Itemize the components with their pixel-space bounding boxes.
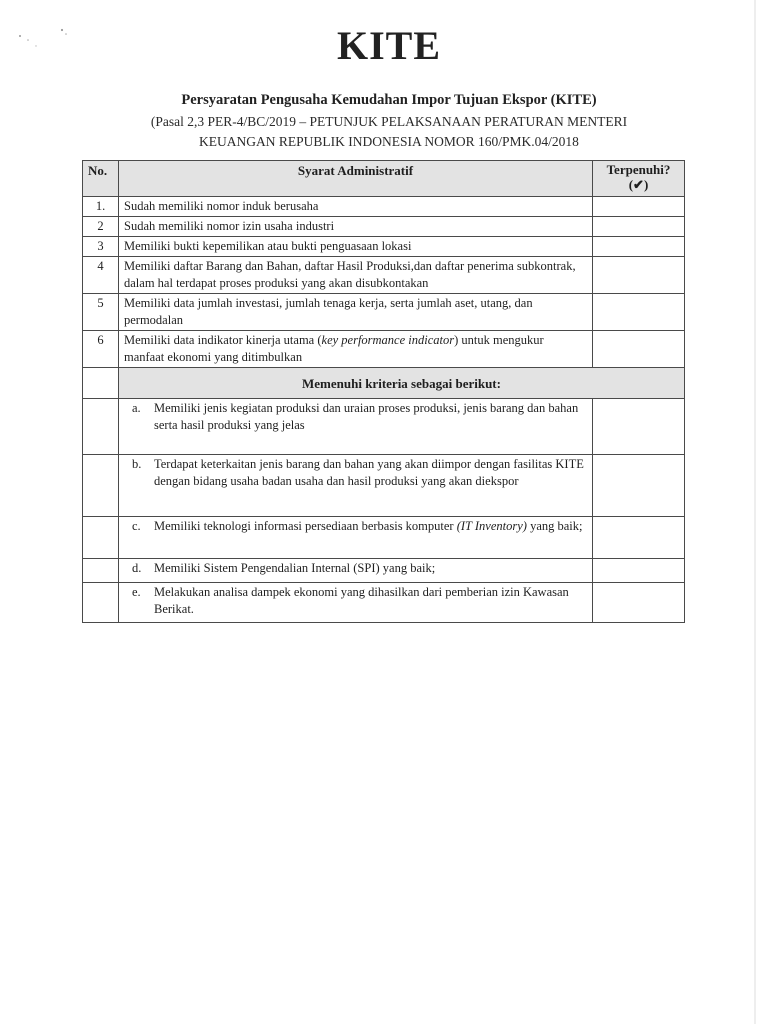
- criteria-text-cell: [119, 399, 593, 455]
- subheading-line: (Pasal 2,3 PER-4/BC/2019 – PETUNJUK PELAKSANAAN PERATURAN MENTERI: [150, 114, 628, 129]
- criteria-text-cell: [119, 455, 593, 517]
- criteria-text-italic: (IT Inventory): [456, 519, 527, 533]
- criteria-fulfilled-cell[interactable]: [593, 455, 685, 517]
- table-row: [83, 331, 685, 368]
- row-number: 4: [83, 257, 119, 294]
- requirements-table: [82, 160, 685, 623]
- table-row: [83, 294, 685, 331]
- criteria-spacer: [83, 399, 119, 455]
- row-number: 3: [83, 237, 119, 257]
- criteria-fulfilled-cell[interactable]: [593, 583, 685, 623]
- criteria-letter: c.: [132, 519, 141, 533]
- row-requirement: [119, 331, 593, 368]
- criteria-text-part: yang baik;: [526, 519, 583, 533]
- row-text-italic: key performance indicator: [321, 333, 455, 347]
- criteria-text-cell: [119, 517, 593, 559]
- row-fulfilled-cell[interactable]: [593, 294, 685, 331]
- criteria-row: [83, 455, 685, 517]
- header-no: No.: [83, 161, 119, 197]
- criteria-row: [83, 583, 685, 623]
- scan-page-edge: [754, 0, 756, 1024]
- row-number: 2: [83, 217, 119, 237]
- criteria-letter: d.: [132, 561, 142, 575]
- document-subheading: [0, 112, 768, 152]
- header-fulfilled: [593, 161, 685, 197]
- document-heading: Persyaratan Pengusaha Kemudahan Impor Tujuan Ekspor (KITE): [181, 92, 597, 108]
- table-row: [83, 217, 685, 237]
- criteria-heading: Memenuhi kriteria sebagai berikut:: [119, 368, 685, 399]
- table-row: [83, 257, 685, 294]
- row-number: 6: [83, 331, 119, 368]
- criteria-heading-blank: [83, 368, 119, 399]
- header-requirement: Syarat Administratif: [119, 161, 593, 197]
- row-fulfilled-cell[interactable]: [593, 197, 685, 217]
- row-requirement: Memiliki bukti kepemilikan atau bukti penguasaan lokasi: [119, 237, 593, 257]
- criteria-text: Terdapat keterkaitan jenis barang dan bahan yang akan diimpor dengan fasilitas KITE dengan bidang usaha badan usaha dan hasil produksi yang akan diekspor: [154, 457, 584, 488]
- criteria-text-part: Memiliki teknologi informasi persediaan berbasis komputer: [154, 519, 457, 533]
- criteria-text-cell: [119, 583, 593, 623]
- document-title: KITE: [336, 23, 442, 68]
- subheading-line: KEUANGAN REPUBLIK INDONESIA NOMOR 160/PMK.04/2018: [199, 134, 579, 149]
- row-text: ) untuk mengukur manfaat ekonomi yang ditimbulkan: [124, 333, 544, 364]
- row-number: 5: [83, 294, 119, 331]
- table-header-row: [83, 161, 685, 197]
- criteria-spacer: [83, 559, 119, 583]
- criteria-letter: b.: [132, 457, 142, 471]
- criteria-text: Melakukan analisa dampek ekonomi yang dihasilkan dari pemberian izin Kawasan Berikat.: [154, 585, 569, 616]
- table-row: [83, 237, 685, 257]
- criteria-letter: a.: [132, 401, 141, 415]
- criteria-letter: e.: [132, 585, 141, 599]
- criteria-spacer: [83, 583, 119, 623]
- header-checkmark-icon: (✔): [628, 177, 649, 192]
- row-fulfilled-cell[interactable]: [593, 331, 685, 368]
- criteria-row: [83, 517, 685, 559]
- row-fulfilled-cell[interactable]: [593, 257, 685, 294]
- criteria-text: Memiliki jenis kegiatan produksi dan uraian proses produksi, jenis barang dan bahan serta hasil produksi yang jelas: [154, 401, 579, 432]
- row-requirement: Memiliki data jumlah investasi, jumlah tenaga kerja, serta jumlah aset, utang, dan permodalan: [119, 294, 593, 331]
- criteria-spacer: [83, 455, 119, 517]
- row-fulfilled-cell[interactable]: [593, 237, 685, 257]
- row-requirement: Memiliki daftar Barang dan Bahan, daftar Hasil Produksi,dan daftar penerima subkontrak, dalam hal terdapat proses produksi yang akan disubkontakan: [119, 257, 593, 294]
- row-number: 1.: [83, 197, 119, 217]
- row-requirement: Sudah memiliki nomor izin usaha industri: [119, 217, 593, 237]
- criteria-spacer: [83, 517, 119, 559]
- row-text: Memiliki data indikator kinerja utama (: [124, 333, 322, 347]
- criteria-text-cell: [119, 559, 593, 583]
- criteria-text: Memiliki Sistem Pengendalian Internal (SPI) yang baik;: [154, 561, 436, 575]
- row-fulfilled-cell[interactable]: [593, 217, 685, 237]
- criteria-row: [83, 559, 685, 583]
- criteria-heading-row: [83, 368, 685, 399]
- criteria-fulfilled-cell[interactable]: [593, 399, 685, 455]
- criteria-row: [83, 399, 685, 455]
- criteria-text: [154, 518, 587, 535]
- criteria-fulfilled-cell[interactable]: [593, 559, 685, 583]
- table-row: [83, 197, 685, 217]
- row-requirement: Sudah memiliki nomor induk berusaha: [119, 197, 593, 217]
- header-fulfilled-label: Terpenuhi?: [606, 162, 671, 177]
- criteria-fulfilled-cell[interactable]: [593, 517, 685, 559]
